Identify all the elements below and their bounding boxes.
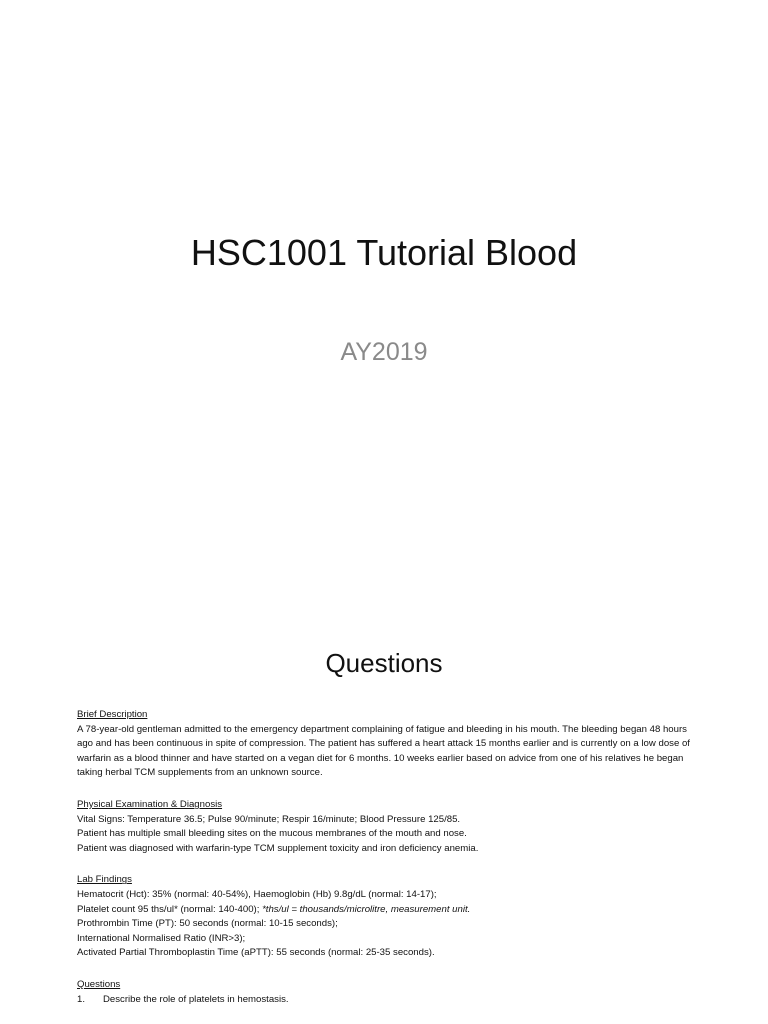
question-number: 1.	[77, 993, 86, 1005]
exam-line-vitals: Vital Signs: Temperature 36.5; Pulse 90/minute; Respir 16/minute; Blood Pressure 125/85.	[77, 813, 461, 825]
lab-line-pt: Prothrombin Time (PT): 50 seconds (normal: 10-15 seconds);	[77, 918, 338, 930]
brief-description-heading: Brief Description	[77, 709, 148, 720]
unit-footnote: *ths/ul = thousands/microlitre, measurement unit.	[262, 903, 471, 915]
exam-line-diagnosis: Patient was diagnosed with warfarin-type TCM supplement toxicity and iron deficiency anemia.	[77, 842, 479, 854]
lab-line-aptt: Activated Partial Thromboplastin Time (aPTT): 55 seconds (normal: 25-35 seconds).	[77, 947, 435, 959]
case-content	[77, 708, 697, 1007]
spacer	[77, 961, 697, 978]
lab-line-platelets	[77, 903, 697, 918]
question-text: Describe the role of platelets in hemostasis.	[103, 993, 289, 1005]
spacer	[77, 781, 697, 798]
questions-slide-title: Questions	[325, 648, 443, 678]
brief-description-text: A 78-year-old gentleman admitted to the emergency department complaining of fatigue and bleeding in his mouth. The bleeding began 48 hours ago and has been continuous in spite of compression. The patient has suffered a heart attack 15 months earlier and is currently on a low dose of warfarin as a blood thinner and have started on a vegan diet for 6 months. 10 weeks earlier based on advice from one of his relatives he began taking herbal TCM supplements from an unknown source.	[77, 723, 690, 779]
lab-findings-heading: Lab Findings	[77, 874, 132, 886]
presentation-title: HSC1001 Tutorial Blood	[190, 232, 578, 273]
exam-diagnosis-heading: Physical Examination & Diagnosis	[77, 798, 223, 810]
lab-line-inr: International Normalised Ratio (INR>3);	[77, 932, 246, 944]
questions-heading: Questions	[77, 978, 121, 990]
spacer	[77, 856, 697, 873]
presentation-subtitle: AY2019	[340, 338, 428, 366]
questions-slide	[0, 600, 768, 1024]
lab-line-hct-hb: Hematocrit (Hct): 35% (normal: 40-54%), Haemoglobin (Hb) 9.8g/dL (normal: 14-17);	[77, 888, 437, 900]
platelet-count-text: Platelet count 95 ths/ul* (normal: 140-400);	[77, 903, 263, 915]
exam-line-bleeding: Patient has multiple small bleeding sites on the mucous membranes of the mouth and nose.	[77, 828, 467, 840]
question-item	[77, 993, 697, 1008]
